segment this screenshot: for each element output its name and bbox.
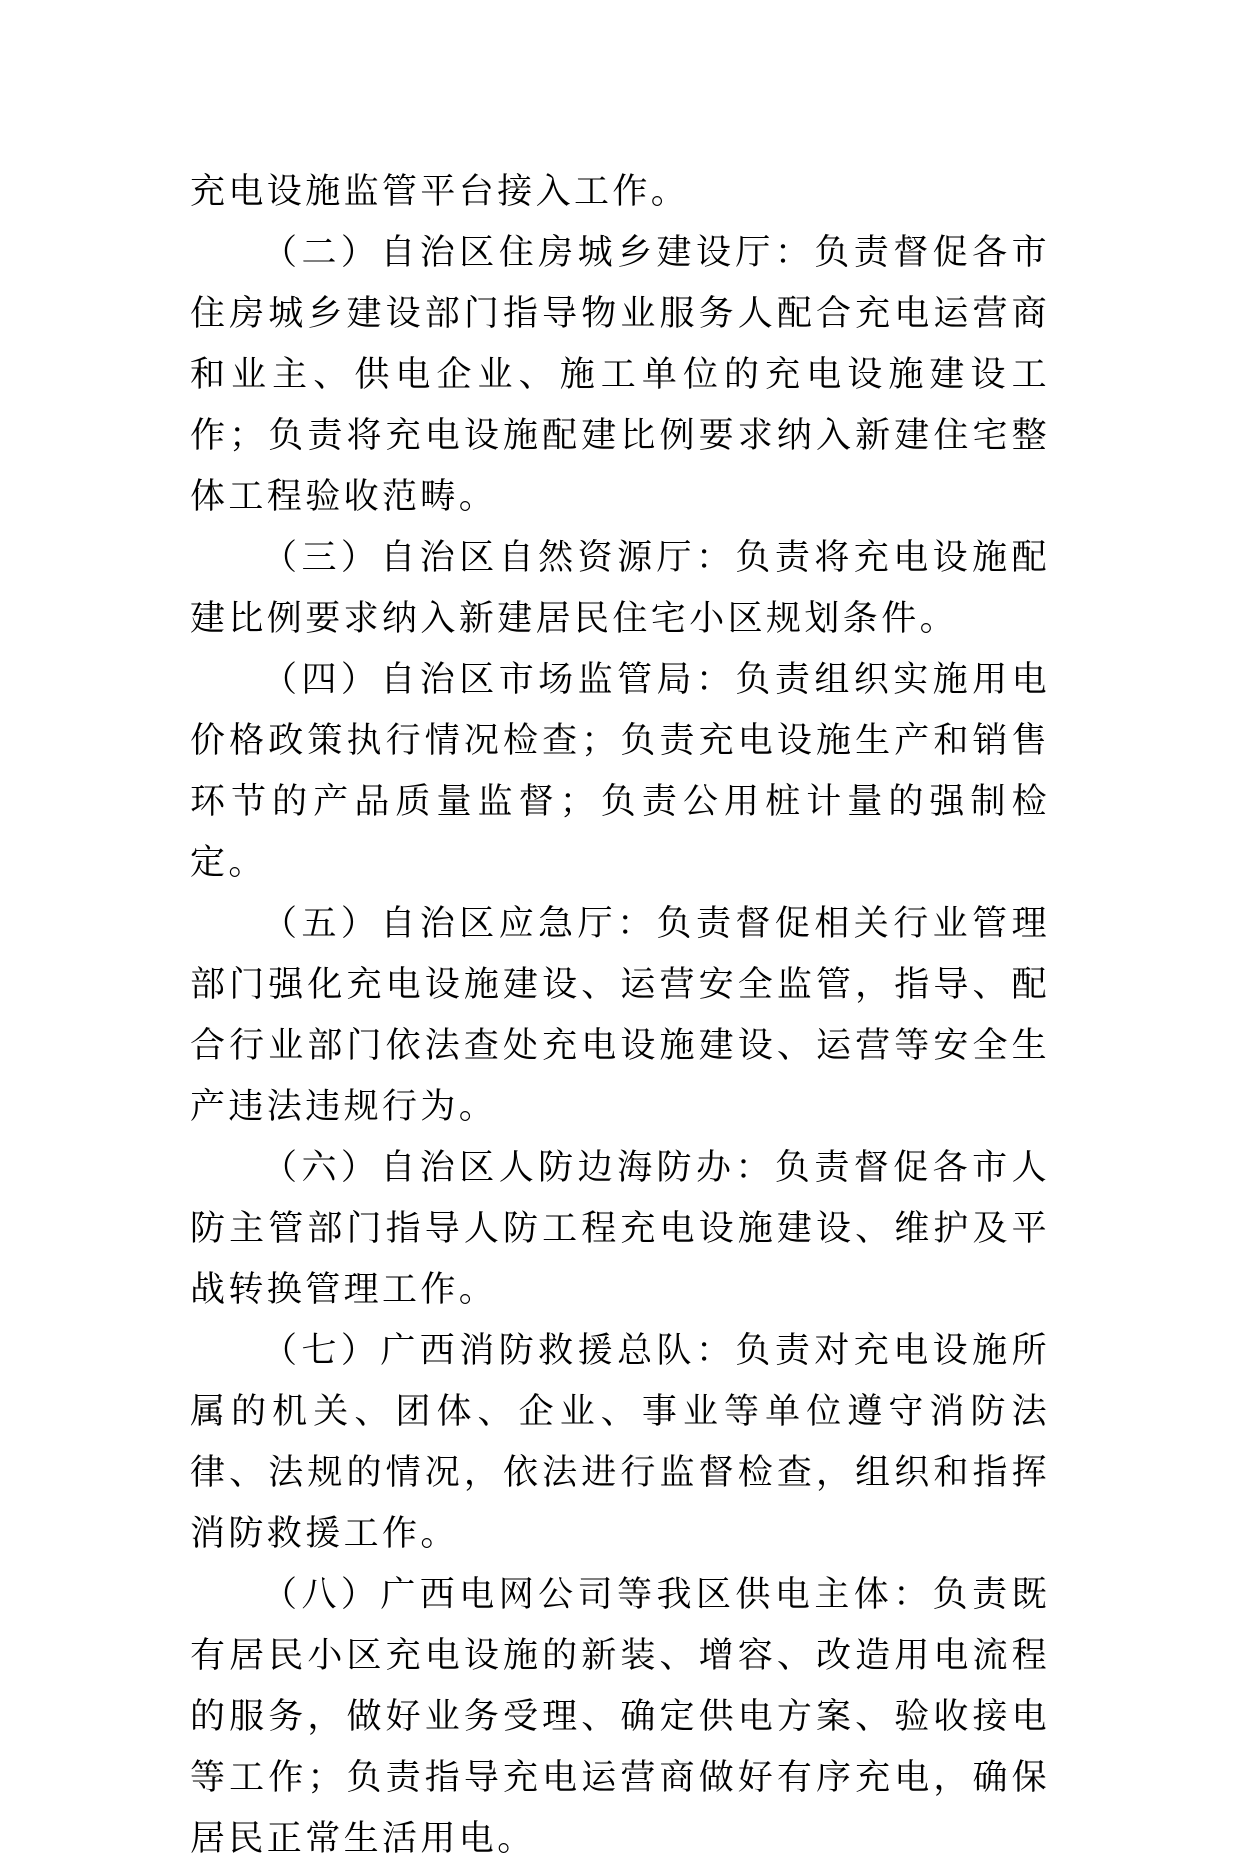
item-label: （八） [262, 1575, 381, 1615]
item-text: 自治区自然资源厅：负责将充电设施配建比例要求纳入新建居民住宅小区规划条件。 [190, 538, 1050, 639]
item-text: 广西电网公司等我区供电主体：负责既有居民小区充电设施的新装、增容、改造用电流程的服务，做好业务受理、确定供电方案、验收接电等工作；负责指导充电运营商做好有序充电，确保居民正常生活用电。 [190, 1575, 1050, 1859]
continuation-paragraph: 充电设施监管平台接入工作。 [190, 172, 690, 212]
item-label: （五） [262, 904, 381, 944]
item-label: （三） [262, 538, 381, 578]
item-text: 自治区市场监管局：负责组织实施用电价格政策执行情况检查；负责充电设施生产和销售环节的产品质量监督；负责公用桩计量的强制检定。 [190, 660, 1050, 883]
item-paragraph-7 [190, 1321, 1050, 1565]
item-label: （二） [262, 233, 381, 273]
item-label: （四） [262, 660, 381, 700]
item-text: 广西消防救援总队：负责对充电设施所属的机关、团体、企业、事业等单位遵守消防法律、法规的情况，依法进行监督检查，组织和指挥消防救援工作。 [190, 1331, 1050, 1554]
item-paragraph-3 [190, 528, 1050, 650]
item-text: 自治区人防边海防办：负责督促各市人防主管部门指导人防工程充电设施建设、维护及平战转换管理工作。 [190, 1148, 1050, 1310]
document-body [190, 162, 1050, 1870]
item-paragraph-5 [190, 894, 1050, 1138]
item-text: 自治区应急厅：负责督促相关行业管理部门强化充电设施建设、运营安全监管，指导、配合行业部门依法查处充电设施建设、运营等安全生产违法违规行为。 [190, 904, 1050, 1127]
item-paragraph-8 [190, 1565, 1050, 1870]
item-label: （六） [262, 1148, 381, 1188]
item-paragraph-6 [190, 1138, 1050, 1321]
item-label: （七） [262, 1331, 381, 1371]
item-text: 自治区住房城乡建设厅：负责督促各市住房城乡建设部门指导物业服务人配合充电运营商和业主、供电企业、施工单位的充电设施建设工作；负责将充电设施配建比例要求纳入新建住宅整体工程验收范畴。 [190, 233, 1050, 517]
item-paragraph-2 [190, 223, 1050, 528]
item-paragraph-4 [190, 650, 1050, 894]
